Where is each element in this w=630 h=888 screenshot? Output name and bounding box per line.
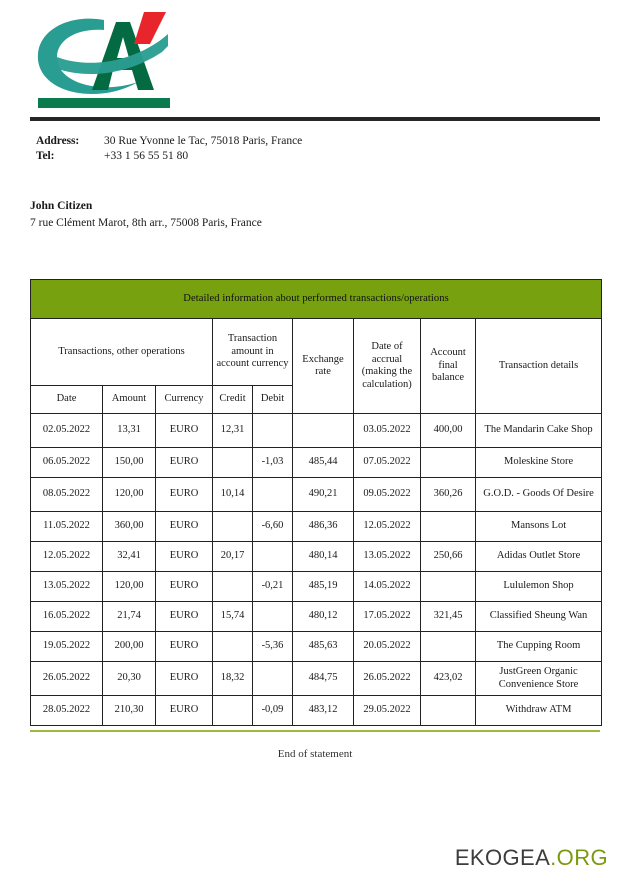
cell-exchange-rate [293, 414, 354, 448]
cell-debit: -1,03 [253, 448, 293, 478]
bank-tel-row [36, 149, 556, 164]
cell-details: JustGreen Organic Convenience Store [476, 662, 602, 696]
table-body [31, 414, 602, 726]
header-currency: Currency [156, 386, 213, 414]
cell-currency: EURO [156, 632, 213, 662]
cell-final-balance [421, 632, 476, 662]
cell-exchange-rate: 485,19 [293, 572, 354, 602]
header-date-of-accrual: Date of accrual (making the calculation) [354, 319, 421, 414]
cell-credit [213, 572, 253, 602]
cell-exchange-rate: 484,75 [293, 662, 354, 696]
cell-credit [213, 696, 253, 726]
table-row [31, 602, 602, 632]
cell-amount: 13,31 [103, 414, 156, 448]
cell-debit: -0,21 [253, 572, 293, 602]
cell-amount: 150,00 [103, 448, 156, 478]
cell-currency: EURO [156, 696, 213, 726]
cell-final-balance: 400,00 [421, 414, 476, 448]
header-exchange-rate: Exchange rate [293, 319, 354, 414]
cell-exchange-rate: 490,21 [293, 478, 354, 512]
cell-details: The Cupping Room [476, 632, 602, 662]
statement-table-container [30, 279, 601, 726]
cell-credit: 20,17 [213, 542, 253, 572]
cell-credit: 18,32 [213, 662, 253, 696]
cell-date: 26.05.2022 [31, 662, 103, 696]
watermark-suffix: .ORG [550, 845, 608, 870]
cell-date: 08.05.2022 [31, 478, 103, 512]
cell-final-balance: 321,45 [421, 602, 476, 632]
cell-date: 12.05.2022 [31, 542, 103, 572]
cell-date-of-accrual: 17.05.2022 [354, 602, 421, 632]
header-debit: Debit [253, 386, 293, 414]
table-row [31, 572, 602, 602]
cell-date-of-accrual: 26.05.2022 [354, 662, 421, 696]
cell-details: Lululemon Shop [476, 572, 602, 602]
cell-currency: EURO [156, 448, 213, 478]
cell-date: 16.05.2022 [31, 602, 103, 632]
table-row [31, 478, 602, 512]
cell-final-balance [421, 448, 476, 478]
table-row [31, 414, 602, 448]
bank-logo [30, 6, 180, 110]
cell-details: Mansons Lot [476, 512, 602, 542]
customer-name: John Citizen [30, 200, 93, 212]
cell-final-balance: 423,02 [421, 662, 476, 696]
cell-credit: 15,74 [213, 602, 253, 632]
cell-details: The Mandarin Cake Shop [476, 414, 602, 448]
table-banner-row [31, 280, 602, 319]
cell-currency: EURO [156, 512, 213, 542]
header-divider [30, 117, 600, 121]
cell-currency: EURO [156, 602, 213, 632]
cell-amount: 360,00 [103, 512, 156, 542]
ekogea-watermark [455, 845, 608, 871]
table-row [31, 632, 602, 662]
credit-agricole-logo-icon [30, 6, 180, 110]
cell-final-balance [421, 696, 476, 726]
cell-debit [253, 414, 293, 448]
cell-exchange-rate: 485,63 [293, 632, 354, 662]
cell-final-balance: 360,26 [421, 478, 476, 512]
table-row [31, 542, 602, 572]
cell-final-balance [421, 512, 476, 542]
cell-amount: 120,00 [103, 572, 156, 602]
cell-amount: 200,00 [103, 632, 156, 662]
cell-date: 02.05.2022 [31, 414, 103, 448]
table-row [31, 512, 602, 542]
cell-exchange-rate: 485,44 [293, 448, 354, 478]
cell-amount: 120,00 [103, 478, 156, 512]
cell-credit [213, 632, 253, 662]
transactions-table [30, 279, 602, 726]
cell-debit: -6,60 [253, 512, 293, 542]
cell-date: 11.05.2022 [31, 512, 103, 542]
cell-debit [253, 602, 293, 632]
cell-final-balance [421, 572, 476, 602]
cell-date-of-accrual: 12.05.2022 [354, 512, 421, 542]
cell-amount: 20,30 [103, 662, 156, 696]
cell-date-of-accrual: 14.05.2022 [354, 572, 421, 602]
header-amount-in-account-currency-group: Transaction amount in account currency [213, 319, 293, 386]
cell-date-of-accrual: 29.05.2022 [354, 696, 421, 726]
cell-currency: EURO [156, 572, 213, 602]
cell-details: Moleskine Store [476, 448, 602, 478]
bank-contact-block [36, 134, 556, 164]
bank-tel-label: Tel: [36, 150, 55, 162]
cell-date: 28.05.2022 [31, 696, 103, 726]
bank-tel-value: +33 1 56 55 51 80 [104, 150, 189, 162]
cell-details: Classified Sheung Wan [476, 602, 602, 632]
cell-debit [253, 662, 293, 696]
cell-details: Adidas Outlet Store [476, 542, 602, 572]
cell-date: 19.05.2022 [31, 632, 103, 662]
cell-final-balance: 250,66 [421, 542, 476, 572]
table-row [31, 696, 602, 726]
cell-date-of-accrual: 03.05.2022 [354, 414, 421, 448]
table-head [31, 280, 602, 414]
cell-credit [213, 448, 253, 478]
cell-date-of-accrual: 20.05.2022 [354, 632, 421, 662]
end-of-statement-text: End of statement [277, 748, 353, 760]
cell-amount: 21,74 [103, 602, 156, 632]
cell-date: 06.05.2022 [31, 448, 103, 478]
header-amount: Amount [103, 386, 156, 414]
cell-exchange-rate: 480,12 [293, 602, 354, 632]
header-date: Date [31, 386, 103, 414]
table-group-header-row [31, 319, 602, 386]
cell-details: Withdraw ATM [476, 696, 602, 726]
cell-amount: 210,30 [103, 696, 156, 726]
table-row [31, 448, 602, 478]
header-transactions-group: Transactions, other operations [31, 319, 213, 386]
cell-currency: EURO [156, 662, 213, 696]
header-credit: Credit [213, 386, 253, 414]
customer-address: 7 rue Clément Marot, 8th arr., 75008 Paris, France [30, 217, 262, 229]
cell-currency: EURO [156, 478, 213, 512]
cell-debit: -5,36 [253, 632, 293, 662]
cell-details: G.O.D. - Goods Of Desire [476, 478, 602, 512]
table-banner-title: Detailed information about performed transactions/operations [31, 280, 602, 319]
header-account-final-balance: Account final balance [421, 319, 476, 414]
bank-address-value: 30 Rue Yvonne le Tac, 75018 Paris, France [104, 135, 303, 147]
cell-date: 13.05.2022 [31, 572, 103, 602]
cell-credit: 12,31 [213, 414, 253, 448]
cell-date-of-accrual: 13.05.2022 [354, 542, 421, 572]
cell-debit: -0,09 [253, 696, 293, 726]
customer-block [30, 198, 550, 232]
cell-date-of-accrual: 07.05.2022 [354, 448, 421, 478]
header-transaction-details: Transaction details [476, 319, 602, 414]
cell-credit: 10,14 [213, 478, 253, 512]
cell-exchange-rate: 486,36 [293, 512, 354, 542]
cell-debit [253, 478, 293, 512]
cell-exchange-rate: 483,12 [293, 696, 354, 726]
cell-debit [253, 542, 293, 572]
cell-credit [213, 512, 253, 542]
table-row [31, 662, 602, 696]
cell-date-of-accrual: 09.05.2022 [354, 478, 421, 512]
bank-address-label: Address: [36, 135, 80, 147]
cell-exchange-rate: 480,14 [293, 542, 354, 572]
cell-currency: EURO [156, 414, 213, 448]
cell-currency: EURO [156, 542, 213, 572]
footer-divider [30, 730, 600, 732]
bank-address-row [36, 134, 556, 149]
cell-amount: 32,41 [103, 542, 156, 572]
watermark-primary: EKOGEA [454, 845, 551, 870]
